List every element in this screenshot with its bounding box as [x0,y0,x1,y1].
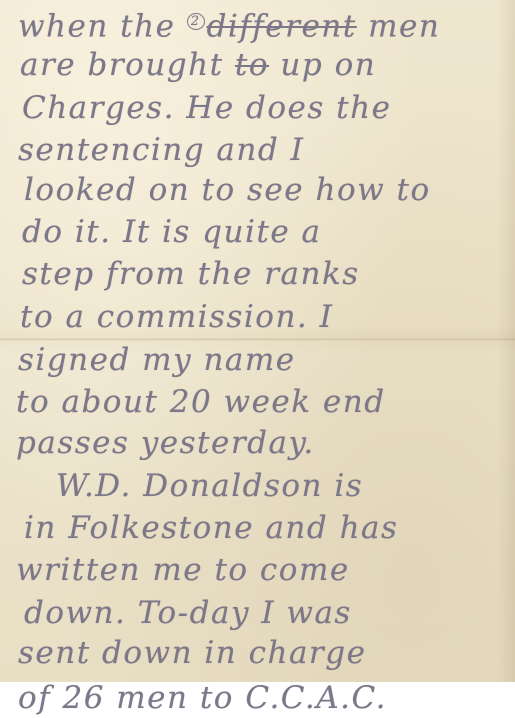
struck-word-different: different [206,8,357,45]
line-2-pre: are brought [20,47,235,83]
handwritten-line-10: to about 20 week end [16,384,386,420]
handwritten-line-4: sentencing and I [18,132,305,168]
line-1-pre: when the [18,8,187,45]
handwritten-line-3: Charges. He does the [22,90,392,126]
paper-edge-shadow [497,0,515,682]
handwritten-line-11: passes yesterday. [16,425,315,461]
handwritten-line-16: sent down in charge [18,635,367,671]
handwritten-line-2 [20,45,376,85]
handwritten-line-17: of 26 men to C.C.A.C. [18,680,387,716]
handwritten-line-5: looked on to see how to [24,172,431,208]
handwritten-line-6: do it. It is quite a [22,214,322,250]
circled-insertion-mark: 2 [187,13,205,30]
handwritten-line-13: in Folkestone and has [24,510,399,546]
handwritten-line-15: down. To-day I was [24,595,352,631]
line-1-post: men [356,8,441,45]
line-2-post: up on [269,47,377,83]
struck-word-to: to [234,47,270,83]
handwritten-line-9: signed my name [18,342,296,378]
handwritten-line-7: step from the ranks [22,256,360,292]
handwritten-line-1 [18,2,441,45]
handwritten-line-8: to a commission. I [20,299,334,335]
handwritten-line-12: W.D. Donaldson is [56,468,364,504]
handwritten-line-14: written me to come [16,552,350,588]
